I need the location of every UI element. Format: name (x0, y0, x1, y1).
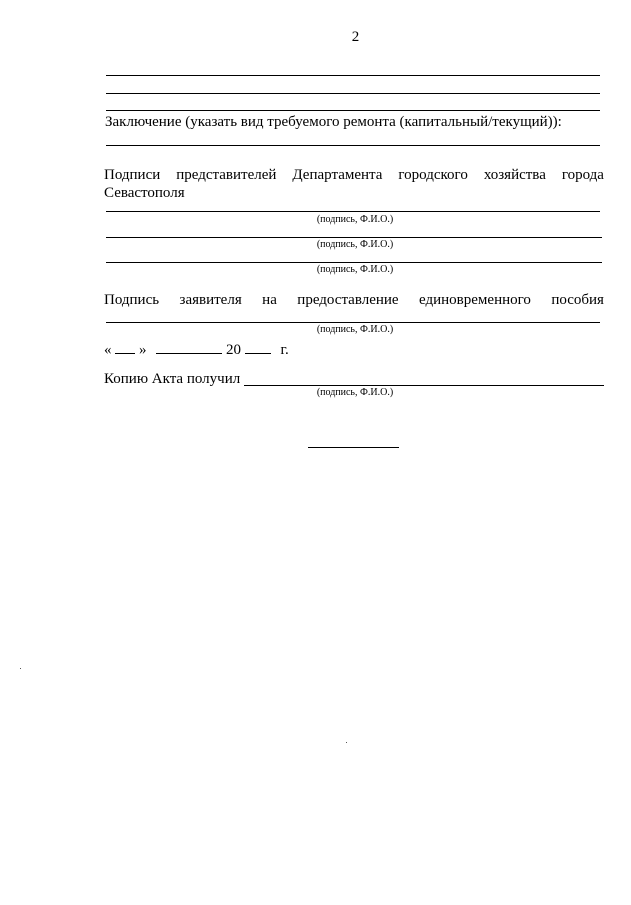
signature-line (106, 322, 600, 323)
applicant-word: заявителя (179, 292, 242, 308)
signature-caption: (подпись, Ф.И.О.) (316, 214, 394, 225)
applicant-word: пособия (551, 292, 604, 308)
date-open-quote: « (104, 342, 112, 358)
signature-caption: (подпись, Ф.И.О.) (316, 264, 394, 275)
signature-caption: (подпись, Ф.И.О.) (316, 387, 394, 398)
scan-speck (346, 742, 347, 743)
signature-caption: (подпись, Ф.И.О.) (316, 324, 394, 335)
heading-word: городского (398, 167, 468, 183)
year-prefix: 20 (226, 342, 241, 358)
heading-word: хозяйства (483, 167, 546, 183)
heading-word: представителей (176, 167, 277, 183)
applicant-word: Подпись (104, 292, 160, 308)
applicant-heading (104, 291, 604, 309)
scan-speck (20, 668, 21, 669)
year-suffix: г. (280, 342, 289, 358)
day-blank (115, 339, 135, 354)
date-line (104, 339, 289, 357)
signature-line (244, 385, 604, 386)
month-blank (156, 339, 222, 354)
year-blank (245, 339, 271, 354)
date-close-quote: » (139, 342, 147, 358)
blank-line (106, 93, 600, 94)
signature-line (106, 211, 600, 212)
applicant-word: единовременного (419, 292, 531, 308)
page-number: 2 (351, 29, 360, 45)
blank-line (106, 145, 600, 146)
blank-line (106, 75, 600, 76)
end-separator (308, 447, 399, 448)
heading-word: Подписи (104, 167, 161, 183)
conclusion-label: Заключение (указать вид требуемого ремонта (капитальный/текущий)): (105, 114, 562, 130)
heading-word: Департамента (292, 167, 383, 183)
signature-line (106, 262, 602, 263)
representatives-heading (104, 166, 604, 184)
applicant-word: предоставление (297, 292, 399, 308)
blank-line (106, 110, 600, 111)
copy-received-label: Копию Акта получил (104, 371, 241, 387)
signature-line (106, 237, 602, 238)
signature-caption: (подпись, Ф.И.О.) (316, 239, 394, 250)
heading-word: города (561, 167, 604, 183)
applicant-word: на (262, 292, 277, 308)
representatives-heading-line2: Севастополя (104, 185, 185, 201)
